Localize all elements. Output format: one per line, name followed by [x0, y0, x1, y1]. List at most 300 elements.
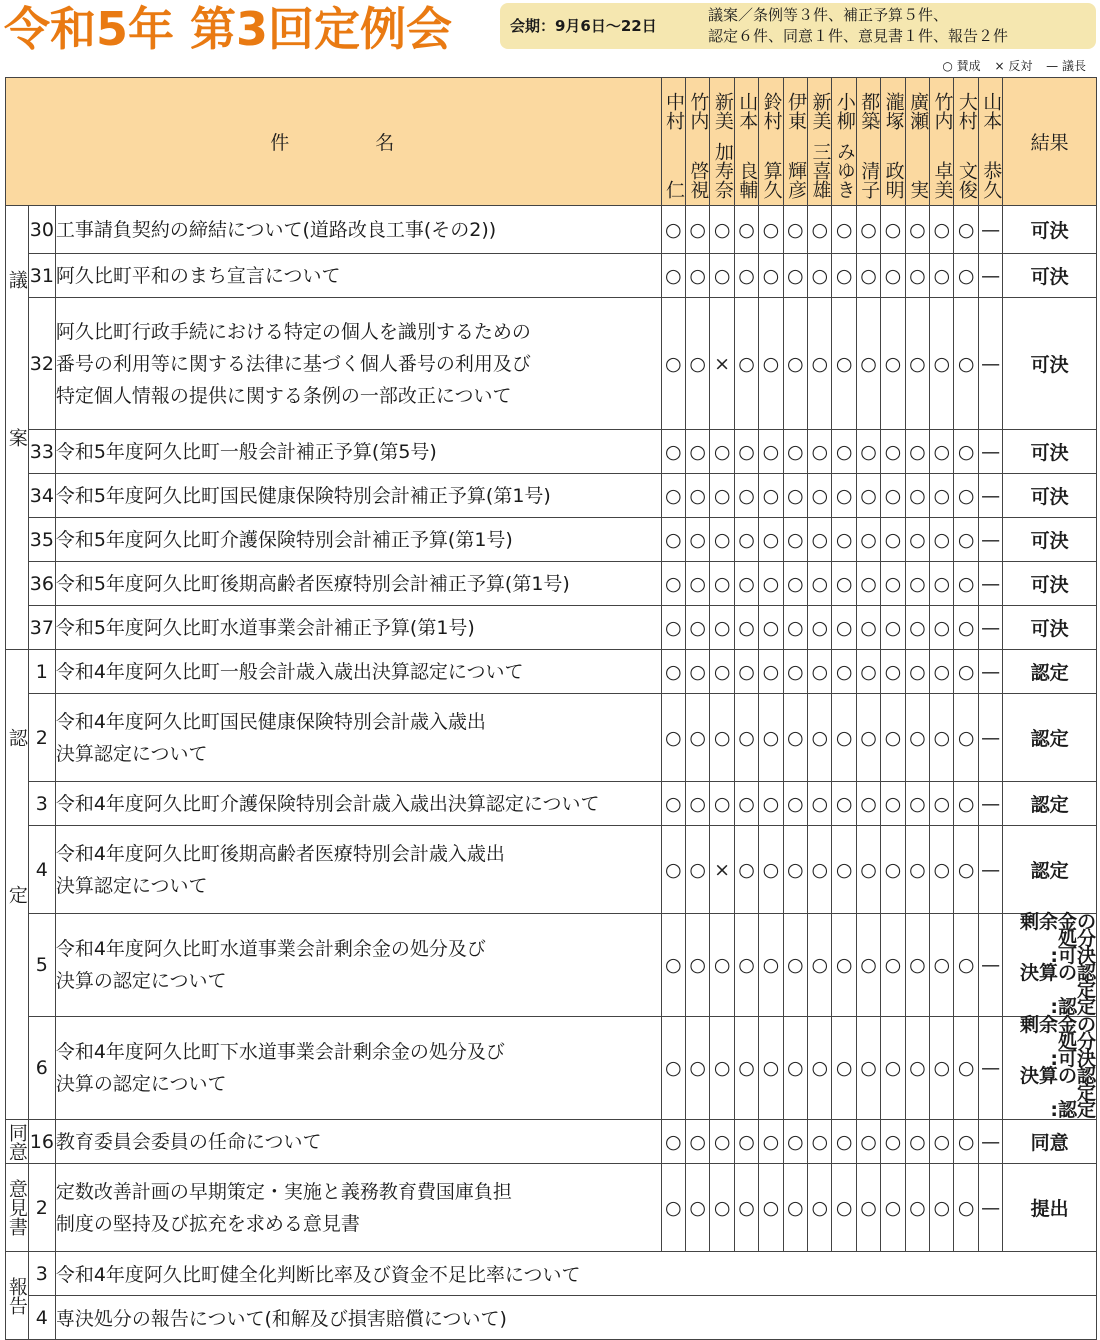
vote-cell: ○ — [710, 518, 734, 562]
result-cell: 可決 — [1003, 606, 1097, 650]
member-heading — [783, 78, 807, 206]
vote-cell: ○ — [954, 826, 978, 914]
vote-cell: ○ — [759, 826, 783, 914]
vote-cell: ○ — [686, 298, 710, 430]
item-number: 6 — [28, 1017, 55, 1120]
vote-cell: ○ — [832, 1164, 856, 1252]
vote-cell: ○ — [832, 914, 856, 1017]
item-title: 専決処分の報告について(和解及び損害賠償について) — [55, 1296, 1096, 1340]
item-number: 37 — [28, 606, 55, 650]
vote-cell: ○ — [734, 562, 758, 606]
vote-cell: ○ — [930, 1164, 954, 1252]
table-row — [6, 914, 1097, 1017]
vote-cell: ○ — [783, 430, 807, 474]
vote-cell: ○ — [759, 1120, 783, 1164]
vote-cell: ○ — [832, 606, 856, 650]
vote-cell: ○ — [954, 1120, 978, 1164]
item-title-line: 令和4年度阿久比町国民健康保険特別会計歳入歳出 — [55, 710, 486, 733]
vote-cell: ○ — [783, 562, 807, 606]
result-line: 剰余金の処分 — [1019, 1014, 1096, 1053]
result-line: 決算の認定 — [1019, 962, 1096, 1001]
vote-cell: ○ — [661, 298, 685, 430]
member-heading — [954, 78, 978, 206]
member-given-name: 文俊 — [955, 161, 978, 199]
vote-cell: ○ — [905, 826, 929, 914]
table-row — [6, 606, 1097, 650]
vote-cell: ○ — [759, 206, 783, 254]
member-family-name: 都築 — [858, 92, 881, 130]
item-number: 36 — [28, 562, 55, 606]
summary-line: 議案／条例等３件、補正予算５件、 — [708, 6, 949, 24]
vote-cell: ○ — [661, 826, 685, 914]
vote-cell: ○ — [661, 914, 685, 1017]
vote-cell: ○ — [856, 606, 880, 650]
vote-cell: ○ — [783, 298, 807, 430]
vote-cell: ○ — [905, 254, 929, 298]
vote-cell: ○ — [759, 1164, 783, 1252]
category-text: 報告 — [5, 1276, 28, 1315]
vote-cell: — — [978, 430, 1002, 474]
member-family-name: 山本 — [980, 92, 1003, 130]
member-given-name: 算久 — [760, 161, 783, 199]
member-heading — [930, 78, 954, 206]
vote-cell: ○ — [905, 650, 929, 694]
item-title-line: 決算認定について — [55, 874, 208, 897]
vote-cell: ○ — [930, 826, 954, 914]
vote-cell: ○ — [954, 1164, 978, 1252]
vote-cell: ○ — [710, 914, 734, 1017]
vote-cell: ○ — [954, 206, 978, 254]
table-row — [6, 254, 1097, 298]
vote-cell: ○ — [930, 474, 954, 518]
vote-cell: ○ — [905, 1120, 929, 1164]
item-number: 3 — [28, 782, 55, 826]
vote-cell: ○ — [832, 562, 856, 606]
result-cell: 可決 — [1003, 562, 1097, 606]
vote-cell: ○ — [808, 782, 832, 826]
vote-cell: ○ — [832, 474, 856, 518]
vote-cell: ○ — [661, 1164, 685, 1252]
vote-cell: ○ — [856, 562, 880, 606]
vote-cell: ○ — [856, 914, 880, 1017]
item-number: 3 — [28, 1252, 55, 1296]
item-title: 令和4年度阿久比町一般会計歳入歳出決算認定について — [55, 650, 661, 694]
vote-cell: ○ — [686, 1164, 710, 1252]
vote-cell: ○ — [710, 474, 734, 518]
vote-cell: ○ — [808, 518, 832, 562]
category-text: 同意 — [5, 1122, 28, 1161]
member-family-name: 中村 — [663, 92, 686, 130]
result-cell: 可決 — [1003, 474, 1097, 518]
vote-cell: ○ — [759, 694, 783, 782]
item-title-line: 阿久比町行政手続における特定の個人を識別するための — [55, 320, 531, 343]
item-number: 33 — [28, 430, 55, 474]
vote-cell: ○ — [661, 782, 685, 826]
page-title: 令和5年 第3回定例会 — [4, 2, 453, 56]
vote-cell: ○ — [905, 694, 929, 782]
vote-cell: ○ — [930, 782, 954, 826]
vote-cell: ○ — [856, 518, 880, 562]
vote-cell: ○ — [734, 430, 758, 474]
vote-cell: ○ — [710, 606, 734, 650]
vote-cell: ○ — [734, 650, 758, 694]
vote-cell: — — [978, 606, 1002, 650]
vote-cell: ○ — [905, 206, 929, 254]
vote-cell: ○ — [905, 518, 929, 562]
vote-cell: ○ — [759, 518, 783, 562]
vote-cell: ○ — [832, 1017, 856, 1120]
member-given-name: 卓美 — [931, 161, 954, 199]
vote-cell: ○ — [759, 1017, 783, 1120]
vote-cell: ○ — [686, 914, 710, 1017]
category-text: 議案 — [5, 269, 28, 586]
member-heading — [856, 78, 880, 206]
vote-cell: ○ — [759, 474, 783, 518]
vote-cell: ○ — [686, 206, 710, 254]
result-cell: 提出 — [1003, 1164, 1097, 1252]
vote-cell: ○ — [686, 694, 710, 782]
vote-cell: ○ — [661, 562, 685, 606]
vote-cell: ○ — [661, 254, 685, 298]
vote-cell: ○ — [856, 1164, 880, 1252]
vote-cell: ○ — [734, 694, 758, 782]
vote-cell: ○ — [686, 518, 710, 562]
vote-cell: ○ — [905, 474, 929, 518]
result-cell: 可決 — [1003, 206, 1097, 254]
vote-cell: ○ — [905, 1164, 929, 1252]
vote-cell: ○ — [832, 782, 856, 826]
session-period: 会期：9月6日〜22日 — [510, 17, 657, 35]
summary-line: 認定６件、同意１件、意見書１件、報告２件 — [708, 27, 1009, 45]
item-number: 16 — [28, 1120, 55, 1164]
result-cell: 認定 — [1003, 650, 1097, 694]
result-heading: 結果 — [1003, 78, 1097, 206]
item-title-line: 令和4年度阿久比町下水道事業会計剰余金の処分及び — [55, 1041, 505, 1063]
vote-cell: ○ — [881, 474, 905, 518]
vote-cell: — — [978, 562, 1002, 606]
vote-cell: ○ — [783, 518, 807, 562]
member-heading — [978, 78, 1002, 206]
item-title: 工事請負契約の締結について(道路改良工事(その2)) — [55, 206, 661, 254]
vote-cell: ○ — [954, 298, 978, 430]
vote-cell: ○ — [881, 430, 905, 474]
result-line: 剰余金の処分 — [1019, 911, 1096, 950]
result-line: 決算の認定 — [1019, 1065, 1096, 1104]
vote-cell: ○ — [954, 782, 978, 826]
item-title-line: 決算認定について — [55, 742, 208, 765]
vote-cell: ○ — [734, 782, 758, 826]
vote-cell: ○ — [808, 430, 832, 474]
result-cell: 可決 — [1003, 430, 1097, 474]
vote-cell: ○ — [808, 1164, 832, 1252]
vote-cell: ○ — [661, 430, 685, 474]
item-title — [55, 1164, 661, 1252]
vote-cell: ○ — [686, 650, 710, 694]
vote-cell: ○ — [759, 254, 783, 298]
vote-cell: ○ — [661, 1017, 685, 1120]
vote-cell: ○ — [930, 606, 954, 650]
vote-cell: ○ — [710, 782, 734, 826]
vote-legend — [932, 57, 1086, 74]
vote-cell: × — [710, 826, 734, 914]
vote-cell: ○ — [808, 694, 832, 782]
item-title: 令和5年度阿久比町後期高齢者医療特別会計補正予算(第1号) — [55, 562, 661, 606]
table-row — [6, 474, 1097, 518]
item-number: 34 — [28, 474, 55, 518]
vote-cell: ○ — [710, 694, 734, 782]
vote-cell: — — [978, 650, 1002, 694]
vote-cell: ○ — [930, 650, 954, 694]
item-number: 35 — [28, 518, 55, 562]
vote-cell: ○ — [686, 254, 710, 298]
item-title-line: 制度の堅持及び拡充を求める意見書 — [55, 1212, 360, 1235]
member-given-name: 清子 — [858, 161, 881, 199]
vote-cell: — — [978, 914, 1002, 1017]
vote-cell: ○ — [856, 1017, 880, 1120]
vote-cell: ○ — [930, 694, 954, 782]
vote-cell: ○ — [783, 254, 807, 298]
item-number: 30 — [28, 206, 55, 254]
vote-cell: ○ — [759, 606, 783, 650]
item-title-line: 令和4年度阿久比町後期高齢者医療特別会計歳入歳出 — [55, 842, 505, 865]
vote-cell: ○ — [783, 782, 807, 826]
vote-cell: ○ — [856, 650, 880, 694]
result-cell: 可決 — [1003, 254, 1097, 298]
vote-cell: ○ — [930, 298, 954, 430]
vote-cell: ○ — [954, 694, 978, 782]
item-name-heading: 件 名 — [6, 78, 662, 206]
vote-cell: ○ — [661, 650, 685, 694]
result-cell: 可決 — [1003, 298, 1097, 430]
member-given-name: 啓視 — [687, 161, 710, 199]
vote-cell: ○ — [881, 606, 905, 650]
item-title: 令和5年度阿久比町介護保険特別会計補正予算(第1号) — [55, 518, 661, 562]
result-line: :認定 — [1050, 1099, 1096, 1121]
item-title: 令和5年度阿久比町国民健康保険特別会計補正予算(第1号) — [55, 474, 661, 518]
item-number: 1 — [28, 650, 55, 694]
item-number: 5 — [28, 914, 55, 1017]
table-row — [6, 826, 1097, 914]
vote-cell: ○ — [783, 826, 807, 914]
category-label — [6, 1120, 29, 1164]
vote-cell: ○ — [856, 206, 880, 254]
vote-cell: ○ — [832, 1120, 856, 1164]
table-row — [6, 782, 1097, 826]
result-line: :可決 — [1050, 945, 1096, 967]
vote-cell: ○ — [808, 474, 832, 518]
item-number: 2 — [28, 1164, 55, 1252]
vote-cell: ○ — [905, 606, 929, 650]
item-number: 4 — [28, 826, 55, 914]
item-title: 令和5年度阿久比町一般会計補正予算(第5号) — [55, 430, 661, 474]
vote-cell: ○ — [661, 606, 685, 650]
result-line: :可決 — [1050, 1048, 1096, 1070]
vote-cell: ○ — [783, 1120, 807, 1164]
vote-cell: ○ — [856, 782, 880, 826]
category-text: 認定 — [5, 727, 28, 1042]
vote-cell: ○ — [808, 206, 832, 254]
vote-cell: — — [978, 1120, 1002, 1164]
vote-cell: ○ — [710, 206, 734, 254]
vote-cell: — — [978, 826, 1002, 914]
item-number: 4 — [28, 1296, 55, 1340]
vote-cell: ○ — [881, 914, 905, 1017]
category-label — [6, 650, 29, 1120]
table-row — [6, 298, 1097, 430]
vote-cell: ○ — [905, 782, 929, 826]
vote-cell: ○ — [881, 1164, 905, 1252]
item-title — [55, 826, 661, 914]
vote-cell: ○ — [954, 562, 978, 606]
category-label — [6, 1252, 29, 1340]
member-given-name: 恭久 — [980, 161, 1003, 199]
vote-cell: ○ — [930, 914, 954, 1017]
category-label — [6, 1164, 29, 1252]
vote-cell: ○ — [905, 298, 929, 430]
vote-cell: ○ — [954, 474, 978, 518]
member-family-name: 新美 — [711, 92, 734, 130]
result-cell — [1003, 911, 1097, 1018]
item-number: 2 — [28, 694, 55, 782]
vote-cell: — — [978, 254, 1002, 298]
vote-cell: ○ — [783, 1017, 807, 1120]
vote-cell: ○ — [661, 474, 685, 518]
vote-cell: ○ — [734, 298, 758, 430]
vote-cell: ○ — [734, 914, 758, 1017]
vote-cell: ○ — [661, 518, 685, 562]
vote-cell: ○ — [930, 518, 954, 562]
vote-cell: ○ — [881, 206, 905, 254]
vote-cell: ○ — [881, 1120, 905, 1164]
item-title: 教育委員会委員の任命について — [55, 1120, 661, 1164]
vote-cell: ○ — [734, 1120, 758, 1164]
vote-cell: ○ — [881, 518, 905, 562]
vote-cell: ○ — [832, 518, 856, 562]
item-title: 令和4年度阿久比町健全化判断比率及び資金不足比率について — [55, 1252, 1096, 1296]
item-title — [55, 694, 661, 782]
member-heading — [832, 78, 856, 206]
member-family-name: 山本 — [736, 92, 759, 130]
member-family-name: 鈴村 — [760, 92, 783, 130]
item-number: 31 — [28, 254, 55, 298]
legend-yes: ○ 賛成 — [942, 59, 981, 73]
member-heading — [881, 78, 905, 206]
vote-cell: ○ — [905, 430, 929, 474]
vote-cell: ○ — [808, 606, 832, 650]
vote-cell: ○ — [856, 298, 880, 430]
member-given-name: 政明 — [882, 161, 905, 199]
item-title-line: 決算の認定について — [55, 1073, 227, 1095]
vote-cell: ○ — [734, 474, 758, 518]
member-given-name: みゆき — [833, 142, 856, 199]
vote-cell: ○ — [783, 1164, 807, 1252]
vote-cell: ○ — [686, 782, 710, 826]
vote-cell: ○ — [759, 562, 783, 606]
member-given-name: 良輔 — [736, 161, 759, 199]
item-title — [55, 914, 661, 1017]
vote-result-table — [5, 77, 1097, 1340]
member-heading — [759, 78, 783, 206]
agenda-summary — [708, 5, 1008, 47]
member-family-name: 廣瀬 — [907, 92, 930, 130]
vote-cell: × — [710, 298, 734, 430]
item-title-line: 令和4年度阿久比町水道事業会計剰余金の処分及び — [55, 938, 486, 960]
table-row — [6, 1017, 1097, 1120]
table-header-row — [6, 78, 1097, 206]
legend-chair: — 議長 — [1046, 59, 1086, 73]
member-heading — [905, 78, 929, 206]
vote-cell: ○ — [734, 826, 758, 914]
member-given-name: 輝彦 — [785, 161, 808, 199]
vote-cell: ○ — [710, 562, 734, 606]
vote-cell: ○ — [881, 254, 905, 298]
table-row — [6, 694, 1097, 782]
vote-cell: ○ — [783, 914, 807, 1017]
member-heading — [686, 78, 710, 206]
result-cell — [1003, 1014, 1097, 1121]
table-row — [6, 1252, 1097, 1296]
vote-cell: ○ — [954, 430, 978, 474]
vote-cell: ○ — [832, 430, 856, 474]
vote-cell: ○ — [759, 298, 783, 430]
vote-cell: ○ — [710, 254, 734, 298]
vote-cell: ○ — [954, 606, 978, 650]
result-cell: 認定 — [1003, 782, 1097, 826]
vote-cell: ○ — [856, 826, 880, 914]
vote-cell: ○ — [881, 1017, 905, 1120]
vote-cell: — — [978, 298, 1002, 430]
table-row — [6, 1296, 1097, 1340]
vote-cell: ○ — [905, 562, 929, 606]
vote-cell: — — [978, 518, 1002, 562]
category-label — [6, 206, 29, 650]
vote-cell: ○ — [710, 1164, 734, 1252]
item-title — [55, 1017, 661, 1120]
table-row — [6, 1120, 1097, 1164]
vote-cell: ○ — [954, 650, 978, 694]
vote-cell: ○ — [954, 518, 978, 562]
vote-cell: ○ — [881, 650, 905, 694]
vote-cell: ○ — [808, 254, 832, 298]
vote-cell: ○ — [686, 1017, 710, 1120]
vote-cell: ○ — [881, 562, 905, 606]
member-heading — [661, 78, 685, 206]
vote-cell: ○ — [808, 1017, 832, 1120]
member-family-name: 瀧塚 — [882, 92, 905, 130]
vote-cell: — — [978, 206, 1002, 254]
item-title: 令和5年度阿久比町水道事業会計補正予算(第1号) — [55, 606, 661, 650]
member-family-name: 伊東 — [785, 92, 808, 130]
member-family-name: 竹内 — [931, 92, 954, 130]
vote-cell: ○ — [710, 650, 734, 694]
result-cell: 可決 — [1003, 518, 1097, 562]
vote-cell: — — [978, 782, 1002, 826]
member-given-name: 仁 — [663, 180, 686, 199]
vote-cell: ○ — [905, 1017, 929, 1120]
vote-cell: ○ — [930, 1120, 954, 1164]
vote-cell: — — [978, 694, 1002, 782]
vote-cell: ○ — [832, 826, 856, 914]
result-cell: 同意 — [1003, 1120, 1097, 1164]
vote-cell: ○ — [734, 518, 758, 562]
vote-cell: ○ — [832, 650, 856, 694]
vote-cell: — — [978, 1017, 1002, 1120]
vote-cell: — — [978, 474, 1002, 518]
vote-cell: ○ — [881, 298, 905, 430]
item-title — [55, 298, 661, 430]
vote-cell: ○ — [930, 1017, 954, 1120]
member-given-name: 加寿奈 — [711, 142, 734, 199]
